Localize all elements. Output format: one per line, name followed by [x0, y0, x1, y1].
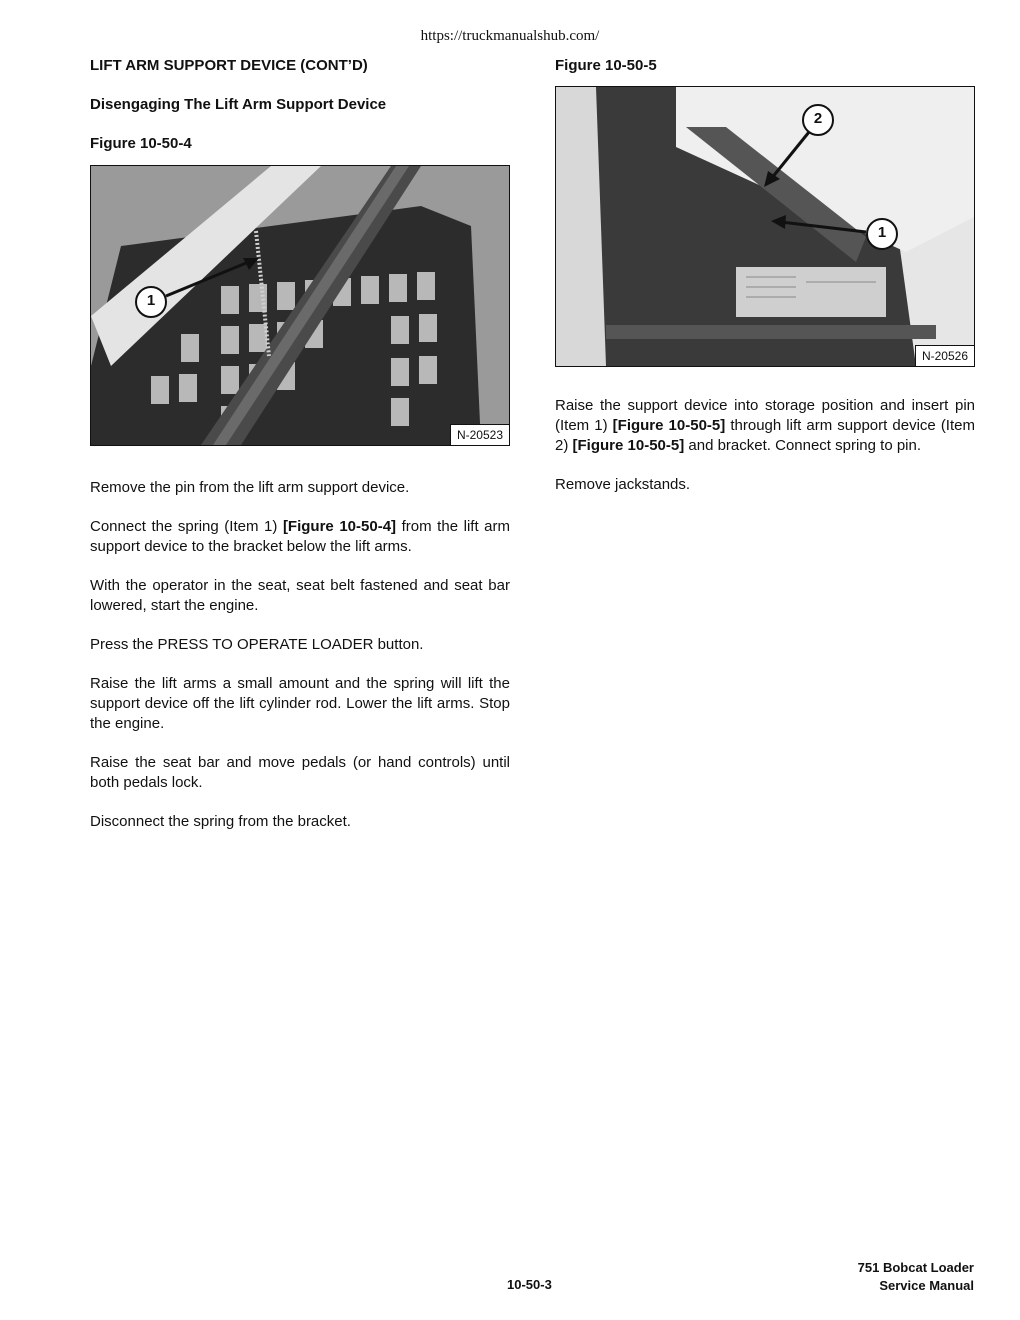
- paragraph: Raise the support device into storage position and insert pin (Item 1) [Figure 10-50-5] through lift arm support device (Item 2) [Figure 10-50-5] and bracket. Connect spring to pin.: [555, 397, 975, 454]
- page-number: 10-50-3: [507, 1277, 552, 1292]
- instructions: [90, 478, 510, 832]
- figure-10-50-5-photo: [555, 86, 975, 367]
- paragraph: Disconnect the spring from the bracket.: [90, 813, 351, 830]
- paragraph: Remove jackstands.: [555, 476, 691, 493]
- callout-1: 1: [877, 224, 887, 241]
- figure-reference: [Figure 10-50-5]: [612, 417, 726, 434]
- figure-reference: [Figure 10-50-4]: [282, 518, 397, 535]
- figure-10-50-4-photo: [90, 165, 510, 446]
- figure-code: N-20523: [450, 424, 509, 445]
- paragraph: Connect the spring (Item 1) [Figure 10-50-4] from the lift arm support device to the bracket below the lift arms.: [90, 518, 511, 555]
- figure-label: Figure 10-50-4: [90, 135, 192, 152]
- support-device-photo: [556, 87, 974, 366]
- paragraph: Remove the pin from the lift arm support device.: [90, 479, 410, 496]
- figure-reference: [Figure 10-50-5]: [572, 437, 685, 454]
- paragraph: Press the PRESS TO OPERATE LOADER button.: [90, 636, 424, 653]
- paragraph: Raise the seat bar and move pedals (or hand controls) until both pedals lock.: [90, 754, 510, 791]
- model-name: 751 Bobcat Loader: [857, 1260, 974, 1275]
- paragraph: Raise the lift arms a small amount and the spring will lift the support device off the lift cylinder rod. Lower the lift arms. Stop the engine.: [90, 675, 510, 732]
- figure-label: Figure 10-50-5: [555, 57, 657, 74]
- section-title: LIFT ARM SUPPORT DEVICE (CONT’D): [90, 57, 368, 74]
- right-column: [555, 56, 975, 495]
- footer-manual-title: [858, 1259, 974, 1295]
- callout-1: 1: [146, 292, 156, 309]
- header-url[interactable]: https://truckmanualshub.com/: [420, 28, 600, 44]
- manual-name: Service Manual: [879, 1278, 974, 1293]
- subsection-title: Disengaging The Lift Arm Support Device: [90, 96, 387, 113]
- figure-code: N-20526: [915, 345, 974, 366]
- callout-2: 2: [813, 110, 823, 127]
- paragraph: With the operator in the seat, seat belt fastened and seat bar lowered, start the engine.: [90, 577, 510, 614]
- left-column: [90, 56, 510, 832]
